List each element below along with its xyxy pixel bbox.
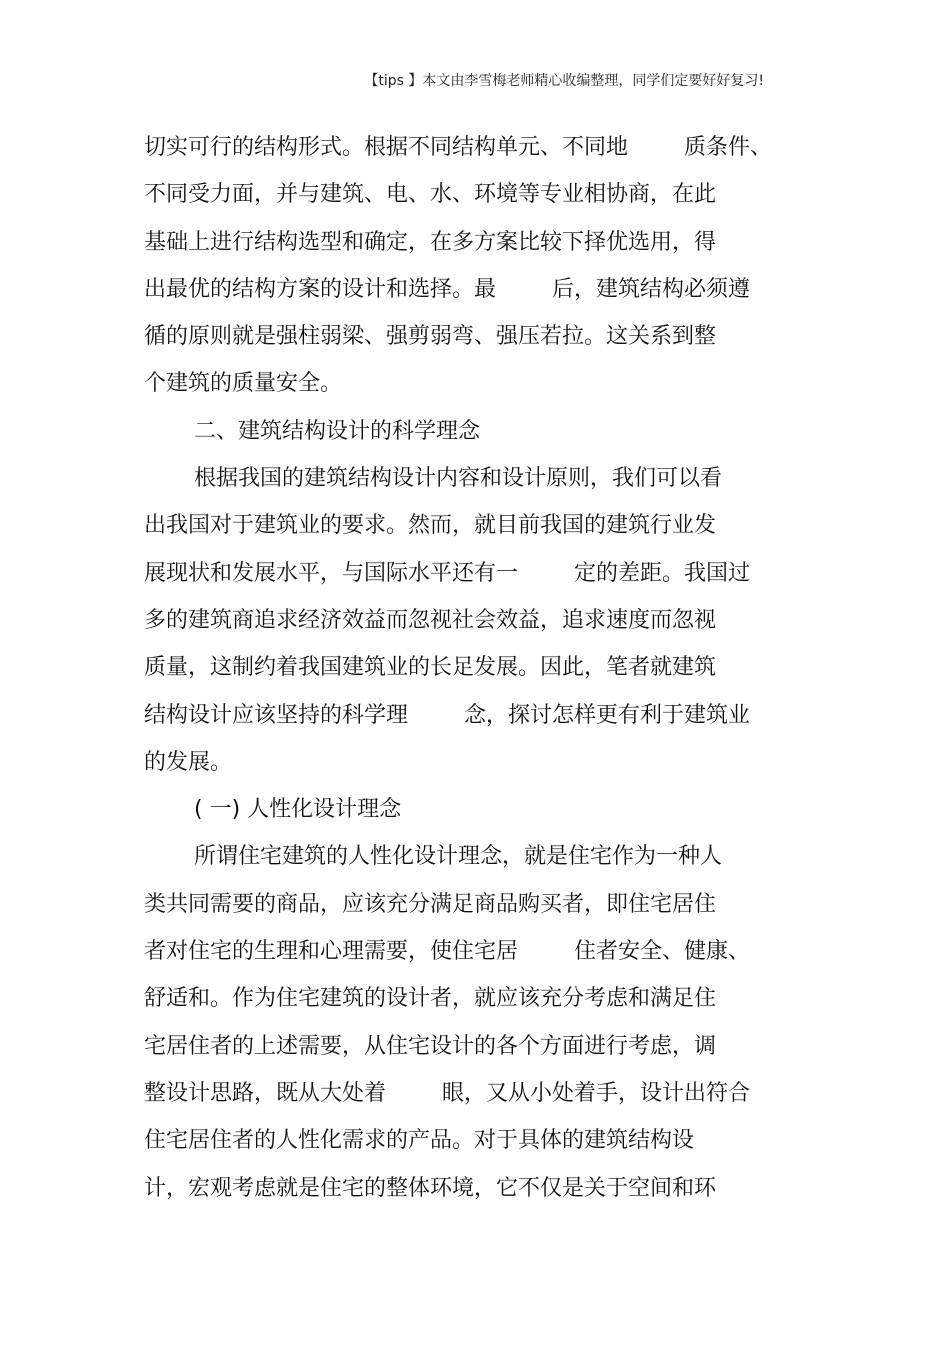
text-line: 不同受力面，并与建筑、电、水、环境等专业相协商，在此	[144, 182, 717, 208]
text-line: 基础上进行结构选型和确定，在多方案比较下择优选用，得	[144, 229, 717, 255]
text-line: 舒适和。作为住宅建筑的设计者，就应该充分考虑和满足住	[144, 986, 717, 1012]
section-heading: 二、建筑结构设计的科学理念	[194, 418, 481, 444]
text-line: 出我国对于建筑业的要求。然而，就目前我国的建筑行业发	[144, 513, 717, 539]
subsection-heading: ( 一) 人性化设计理念	[194, 797, 402, 823]
text-line: 切实可行的结构形式。根据不同结构单元、不同地 质条件、	[144, 135, 772, 160]
document-body	[144, 124, 844, 1212]
text-line: 质量，这制约着我国建筑业的长足发展。因此，笔者就建筑	[144, 655, 717, 681]
text-line: 个建筑的质量安全。	[144, 371, 343, 397]
text-line: 住宅居住者的人性化需求的产品。对于具体的建筑结构设	[144, 1128, 695, 1154]
text-line: 展现状和发展水平，与国际水平还有一 定的差距。我国过	[144, 560, 750, 586]
text-line: 出最优的结构方案的设计和选择。最 后，建筑结构必须遵	[144, 276, 750, 302]
text-line: 的发展。	[144, 749, 233, 775]
text-line: 所谓住宅建筑的人性化设计理念，就是住宅作为一种人	[194, 844, 723, 870]
text-line: 类共同需要的商品，应该充分满足商品购买者，即住宅居住	[144, 891, 717, 917]
text-line: 宅居住者的上述需要，从住宅设计的各个方面进行考虑，调	[144, 1033, 717, 1059]
text-line: 根据我国的建筑结构设计内容和设计原则，我们可以看	[194, 466, 723, 492]
header-note: 【tips 】本文由李雪梅老师精心收编整理，同学们定要好好复习!	[364, 73, 764, 89]
text-line: 整设计思路，既从大处着 眼，又从小处着手，设计出符合	[144, 1080, 750, 1106]
text-line: 者对住宅的生理和心理需要，使住宅居 住者安全、健康、	[144, 939, 750, 965]
text-line: 结构设计应该坚持的科学理 念，探讨怎样更有利于建筑业	[144, 702, 750, 728]
text-line: 计，宏观考虑就是住宅的整体环境，它不仅是关于空间和环	[144, 1175, 717, 1201]
text-line: 循的原则就是强柱弱梁、强剪弱弯、强压若拉。这关系到整	[144, 324, 717, 350]
text-line: 多的建筑商追求经济效益而忽视社会效益，追求速度而忽视	[144, 607, 717, 633]
